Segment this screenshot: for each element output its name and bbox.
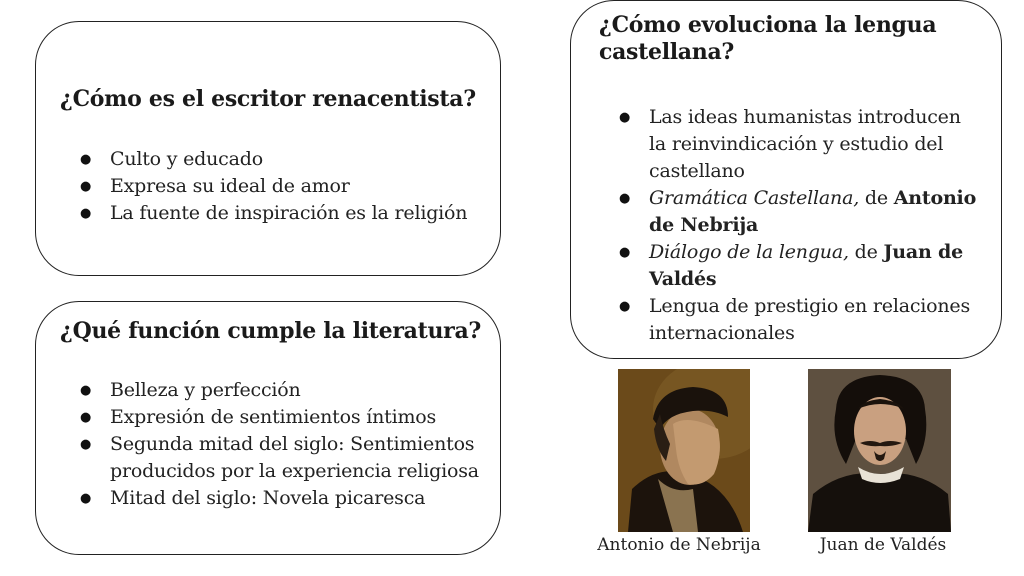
list-item: ● Segunda mitad del siglo: Sentimientos producidos por la experiencia religiosa	[80, 433, 479, 482]
language-list	[599, 104, 979, 347]
bullet-icon: ●	[619, 299, 631, 314]
author-name: Antonio de Nebrija	[649, 187, 977, 236]
list-item: ● Culto y educado	[60, 146, 480, 173]
list-item: ● Lengua de prestigio en relaciones internacionales	[619, 295, 971, 344]
valdes-caption: Juan de Valdés	[819, 535, 947, 555]
author-name: Juan de Valdés	[649, 241, 964, 290]
valdes-portrait-illustration	[808, 369, 951, 532]
literature-card-title: ¿Qué función cumple la literatura?	[60, 318, 481, 344]
book-title: Diálogo de la lengua,	[649, 241, 849, 263]
bullet-icon: ●	[80, 179, 92, 194]
bullet-icon: ●	[80, 206, 92, 221]
bullet-icon: ●	[619, 191, 631, 206]
list-item: ● Mitad del siglo: Novela picaresca	[60, 485, 480, 512]
writer-card-title: ¿Cómo es el escritor renacentista?	[60, 86, 476, 112]
list-item: ● Expresión de sentimientos íntimos	[60, 404, 480, 431]
bullet-icon: ●	[619, 245, 631, 260]
nebrija-portrait-illustration	[618, 369, 750, 532]
bullet-icon: ●	[619, 110, 631, 125]
list-item: ● Expresa su ideal de amor	[60, 173, 480, 200]
nebrija-portrait	[618, 369, 750, 532]
list-item: ● La fuente de inspiración es la religión	[60, 200, 480, 227]
language-card-title: ¿Cómo evoluciona la lengua castellana?	[599, 12, 937, 65]
literature-card	[35, 301, 501, 555]
writer-card	[35, 21, 501, 276]
valdes-portrait	[808, 369, 951, 532]
bullet-icon: ●	[80, 491, 92, 506]
language-card	[570, 0, 1002, 359]
book-title: Gramática Castellana,	[649, 187, 860, 209]
bullet-icon: ●	[80, 152, 92, 167]
bullet-icon: ●	[80, 383, 92, 398]
writer-list	[60, 146, 480, 227]
list-item: ● Gramática Castellana, de Antonio de Nebrija	[619, 187, 977, 236]
bullet-icon: ●	[80, 437, 92, 452]
bullet-icon: ●	[80, 410, 92, 425]
nebrija-caption: Antonio de Nebrija	[597, 535, 761, 555]
list-item: ● Diálogo de la lengua, de Juan de Valdés	[619, 241, 964, 290]
literature-list	[60, 377, 480, 512]
list-item: ● Belleza y perfección	[60, 377, 480, 404]
list-item: ● Las ideas humanistas introducen la reinvindicación y estudio del castellano	[619, 106, 961, 182]
